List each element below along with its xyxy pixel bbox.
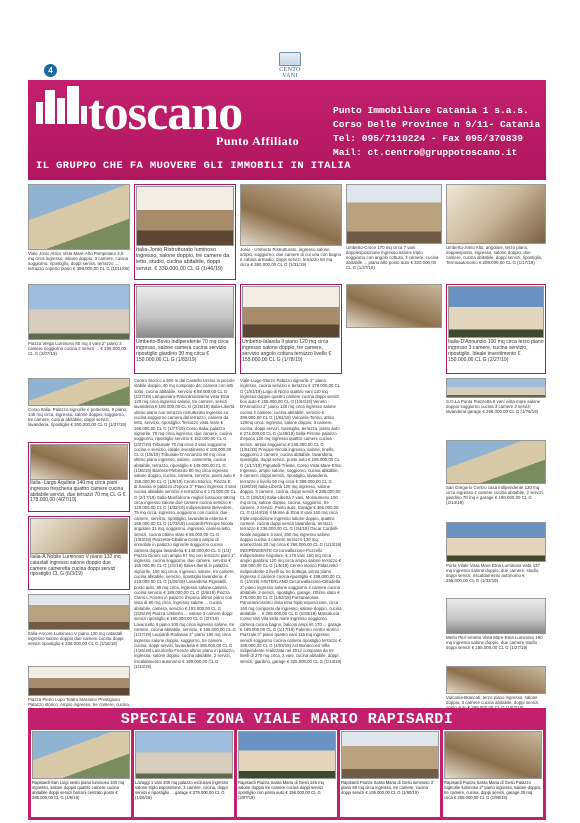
listing-text: Umberto-Croce 170 mq circa 7 vani doppiesposizione ingresso salone triplo soggiorno con angolo cottura, 3 camere, cucina abitabile ... piano alto posto auto € 320.000,00 CL G (1/47/19) xyxy=(346,245,439,271)
listing-photo xyxy=(28,666,130,696)
listing-photo xyxy=(446,378,546,398)
listing-photo xyxy=(28,184,130,250)
listing-text: Piazza Pietro Lupo Teatro Massimo Prestigioso Palazzo storico. Ampio ingresso, tre camere, cucina, xyxy=(28,697,130,708)
listing-photo xyxy=(32,731,130,779)
listings-text-column: Viale-Luigo-Sturzo Palazzo signorile 2° piano ingresso, cucina servizio e terrazzo € 178.000,00 CL G (1/81/19) Lago di Nicito quattro vani 110 mq ingresso doppio quattro camere cucina doppi servizi box auto € 155.000,00 CL G (1/64/19) Veneto - D'Annunzio 2° piano 130 mq circa ingresso salone cucina 2 camere, cucina abitabile, servizio € 286.000,00 CL G (1/62/19) Vulcania-Torino, attico 120mq circa, ingresso, salone doppio, 3 camere, cucina, doppi servizi, ripostiglio, terrazzo, posto auto € 274.000,00 CL G (1/49/19) Sella-Pirrone palazzo d'epoca 120 mq ingresso quattro camere cucina servizi, ampio soggiorno € 245.000,00 CL G (1/51/19) Principe-Nicola ingresso, salone, tinello, soggiorno 2 camere, cucina abitabile, lavanderia, ripostiglio, doppi servizi, posto auto € 195.000,00 CL G (1/17/19) Pignatelli-Trieste, Corso Vista Mare-Etna: Ingresso, ampio salone, soggiorno, cucina abitabile, 5 camere, doppi servizi, ripostiglio, lavanderia, terrazzo e livello 50 mq circa € 399.000,00 CL G (1/26/19) Italia-Libertà 120 mq ingresso, salone doppio, 3 camere, cucina, doppi servizi € 285.000,00 CL G (2/6/19) Italia-Libertà 7 vani, Monsumeno 100 mq circa, salone doppio, cucina, soggiorno, tre camere, 2 servizi, Posto auto, Garage € 365.000,00 CL G (1/44/19) Il Monte di Etna 8 vani 160 mq circa triple esposizione ingresso salone doppio, quattro camere, cucina doppi servizi lavanderia, terrazzi, terrazzo € 236.000,00 CL G (2/4/19) Oscar Cordelli-Noale angolare 3 vani, 200 mq ingresso salone doppio cucina 4 camere terrazzo 130 mq, ammezzato 20 mq circa € 268.000,00 CL G (1/13/19) INDIPENDENTE Circonvallazione-Pozzello Indipendente Angolare, € 170 vani 150 mq circa ampio giardino 120 mq circa ampio salone terrazzo € 185.000,00 CL G (1/5/19) Centro storico Palazzetto indipendente 2 livelli su tre bottega, primo piano ingresso 4 camere cucina ripostiglio € 199.000,00 CL G (1/2/19) HINTERLAND Circonvallazione-Cittadella 2° piano ingresso salone soggiorno 2 camere cucina abitabile, 2 servizi, ripostiglio, garage. Ottimo stato € 275.000,00 CL G (1/52/19) Fontanarossa. Panoramicissimo vista etna triple esposizione, circa 160 mq composto da ingresso, salone doppio, cucina abitabile ... € 285.000,00 CL G (1/83/19) Mascalucia Corso Vari Vila vista mare ingresso soggiorno camera cucina bagno, balconi ampi mt 170 ... garage € 189.000,00 CL G (1/17/19) Palermo centro storico Piazzale 3° piano quattro vani 115 mq ingresso servizi soggiorno cucina camera ripostiglio terrazzo € 158.000,00 CL G (4/03/19) Acl Bonaccorsi Villa indipendente realizzata nel 2012 composta da tre livelli di 270 mq circa, 2 vani, cucina abitabile, doppi servizi, giardino, garage € 325.000,00 CL G (1/13/19) xyxy=(240,378,342,664)
listing-photo xyxy=(136,286,234,338)
listing-text: Umberto-Bovio Indipendente 70 mq circa ingresso, salone camera cucina servizio ripostiglio giardino 30 mq circa € 150.000,00 CL G (1/83/19) xyxy=(136,339,229,363)
special-listing-card xyxy=(134,730,234,817)
listing-text: Jonio - Umberto Ristrutturato, ingresso salone ampio, soggiorno, due camere di cui una con bagno e cabina armadio, doppi servizi, terrazzo 50 mq circa € 360.000,00 CL G (1/31/19) xyxy=(240,247,342,268)
listing-card xyxy=(446,598,546,662)
listing-text: Italia-Ancore Luminoso V piano 130 mq catastali ingresso salone doppio due camere cucina doppi servizi ripostiglio € 236.000,00 CL G (1/16/19) xyxy=(28,631,124,647)
listing-photo xyxy=(346,284,442,328)
brand-affiliate: Punto Affiliato xyxy=(216,134,300,148)
listing-card xyxy=(28,594,130,662)
listing-card xyxy=(28,442,130,512)
special-listings-row xyxy=(31,730,543,817)
listing-card xyxy=(28,184,130,280)
agency-name: Punto Immobiliare Catania 1 s.a.s. xyxy=(333,105,529,116)
listing-text: Lavaggi 1 vani 200 mq palazzo esclusivo ingresso salone triplo esposizione, 3 camere, cucina, doppi servizi e ripostiglio ... garage € 279.000,00 CL G (1/26/19) xyxy=(135,780,229,800)
special-listing-card xyxy=(340,730,440,817)
listing-photo xyxy=(346,184,442,244)
listing-text: San Gregorio Centro casa indipendente 130 mq circa ingresso 4 camere cucina abitabile, 2 servizi, giardino 70 mq e garage € 190.000,00 CL G (2/13/19) xyxy=(446,485,544,506)
listing-card xyxy=(346,184,442,280)
listings-text-column-wide xyxy=(346,284,442,708)
listing-card xyxy=(134,284,236,374)
listing-photo xyxy=(446,522,546,562)
agency-email: Mail: ct.centro@gruppotoscano.it xyxy=(333,147,518,158)
listing-photo xyxy=(28,378,130,406)
listing-photo xyxy=(240,184,342,246)
listings-text-column: Centro Storico a 500 m dal Castello Ursino in piccolo stabile doppio, 40 mq composto da: camera con letti sotto, cucina abitabile, servizio € 88.000,00 CL G (2/27/19) Lampionaro-Panoramicissimo vista Etna 120 mq circa ingresso salone, tre camere, servizi lavanderia € 108.000,00 CL G (2/26/19) Italia-Libertà ultimo piano con terrazzo ristrutturato ingresso su cucina soggiorno camera dal terrazzo, camera da letto, servizio, ripostiglio. Terrazzo vista mare € 166.000,00 CL G (1/77/19) Corso Italia, palazzo signorile, 70 mq circa ingresso, due camere, cucina soggiorno, ripostiglio servizio € 152.000,00 CL G (2/27/19) Tribunale 70 mq circa 3 vani soggiorno cucina e servizio, ideale investimento € 108.000,00 CL G (1/6/19) Tribunale-D'Annunzio 90 mq circa ultimo piano ingresso, salone, cameretta, cucina abitabile, terrazzo, ripostiglio € 149.000,00 CL G (1/36/19) Barriera-Plebiscito 80 mq circa ingresso salone doppio, cucina, camera, servizio, posto auto € 159.000,00 CL G (1/6/19) Centro Storico, Piazza E. di Savoia in palazzo d'epoca 3° Piano ingresso 3 vani cucina abitabile servizio e terrazzino € 173.000,00 CL G (2/17/19) Sallo-Monfalcone miglior lussuoso 98 mq circa ingresso salone due camere cucina servizio € 129.000,00 CL G (1/32/19) Indipendente Belvedere, 75 mq circa, ingresso, soggiorno con cucina, due camere, servizio, ripostiglio, lavanderia esterna € 165.000,00 CL G (1/73/19) Leopardi-Principe Nicola angolare 31 mq, soggiorno, ingresso, camera letto, servizi, cucina ottimo stato € 65.000,00 CL G (1/53/19) Piazzetta-Cibalina Centro ampio di immobile in palazzo signorile soggiorno cucina camera doppia lavanderia € 148.000,00 CL G (1/3) Piazza Gioeni con ampio 67 mq con terrazzo piani 1° ingresso, cucina soggiorno, due camere, servizio € 155.000,00 CL G (2/1/19) Italia-Libertà in palazzo signorile, 100 mq circa, ingresso, salone, tre camere, cucina abitabile, servizio, ripostiglio lavanderia, € 210.000,00 CL G (1/16/19) Lavanderia Pignatelli, posto auto, 55 mq circa, ingresso salone camera, cucina servizio € 189.000,00 CL G (2/6/19) Piazza Ciano.L'Ariosto in palazzo d'epoca ultimo piano con vista di 90 mq circa, ingresso salone ... cucina abitabile, camera, servizio € 193.000,00 CL G (2/26/19) Piazza Umberto ... salone 3 camere doppi servizi ripostiglio € 190.000,00 CL G (2/7/19) Lavuricello II piano 100 mq circa ingresso salone, tre camere, cucina abitabile, servizio. € 185.000,00 CL G (1/17/19) Leopardi-Rodanao 3° piano 180 mq circa ingresso salone doppio, soggiorno, tre camere, cucina, doppi servizi, lavanderia € 369.000,00 CL G (1/26/19) Lavuricello-Firenze ultimo piano in palazzo, ingresso, salone doppio, cucina abitabile, 2 servizi, riscaldamento autonomo € 199.000,00 CL G (1/13/19) xyxy=(134,378,236,670)
listing-photo xyxy=(242,286,340,338)
publication-logo-icon xyxy=(279,52,301,66)
advert-header xyxy=(28,80,546,180)
listing-text: Rapisardi Piazza Santa Maria di Gesù Palazzo Signorile luminoso 2° piano ingresso, salone doppio, tre camere, cucina, doppi servizi, garage 25 mq circa € 259.000,00 CL G (1/98/19) xyxy=(444,780,542,800)
brand-name: toscano xyxy=(88,84,243,140)
listing-photo xyxy=(135,731,233,779)
listing-photo xyxy=(30,518,128,554)
special-listing-card xyxy=(443,730,543,817)
listing-text: Viale Jonio Attico Vista Mare-Alto Pompeiano 3,5 mq circa ingresso, salone doppio, 3 camere, cucina soggiorno, ripostiglio, doppi servizi, terrazzo ...; terrazzo coperto piano € 398.000,00 CL G (1011/06) xyxy=(28,251,130,272)
listing-text: Italia-D'Annunzio 100 mq circa terzo piano ingresso 3 camere, cucina servizio, ripostiglio. Ideale investimento € 150.000,00 CL G (2/27/19) xyxy=(448,339,544,363)
listing-photo xyxy=(30,444,128,480)
listing-card xyxy=(28,284,130,374)
houses-icon xyxy=(36,86,87,124)
listing-photo xyxy=(28,594,130,630)
listing-card xyxy=(446,284,546,374)
listing-photo xyxy=(446,666,546,694)
publication-name: CENTO VANI xyxy=(279,67,301,79)
listing-photo xyxy=(28,284,130,340)
listing-card xyxy=(240,184,342,280)
listing-text: S.G.La Punta Piazzetta 6 vani vista mare salone doppio soggiorno cucina 3 camere 2 servizi lavanderia garage € 268.000,00 CL G (1/76/19) xyxy=(446,399,541,415)
listing-photo xyxy=(341,731,439,779)
listing-card xyxy=(446,440,546,518)
brand-logo xyxy=(36,86,336,166)
listing-text: Porta Vitale Vista Mare Etna Luminoso vista 137 mq ingresso salone doppio, due camere, studio, doppi servizi, riscaldamento autonomo € 255.000,00 CL G (1/32/19) xyxy=(446,563,541,584)
listing-text: Corso Italia. Palazzo signorile e portierato, 9 piano, 145 mq circa, ingresso, salone doppio, soggiorno, tre camere, cucina abitabile, doppi servizi, lavanderia, ripostiglio € 300.000,00 CL G (1/37/19) xyxy=(28,407,128,428)
listing-card xyxy=(240,284,342,374)
listing-text: Piazza Verga Luminoso 60 mq 4 vani 2° piano 3 camere soggiorno cucina 2 servizi ... € 235.000,00 CL G (2/07/19) xyxy=(28,341,127,357)
listing-text: Umberto-Ialanda Il piano 120 mq circa ingresso salone doppio, tre camere, servizio angolo cottura terrazzo livello € 155.000,00 CL G (1/78/19) xyxy=(242,339,332,363)
special-listing-card xyxy=(31,730,131,817)
publication-logo xyxy=(272,52,308,79)
listing-text: Italia-Jonio Ristrutturato luminoso ingresso, salone doppio, tre camere da letto, studio, cucina abitabile, doppi servizi. € 330.000,00 CL G (1/46/19) xyxy=(136,247,230,272)
listing-text: Umberto-Jonio Alto, angolare, terzo piano, doppiesposto, ingresso, salone doppio, due camere, cucina abitabile, doppi servizi, ripostiglio, Termoautonomo € 208.000,00 CL G (1/17/19) xyxy=(446,245,543,266)
agency-phone: Tel: 095/7110224 - Fax 095/370839 xyxy=(333,133,523,144)
agency-contacts xyxy=(333,104,540,160)
listing-card xyxy=(28,378,130,438)
special-listing-card xyxy=(237,730,337,817)
listing-photo xyxy=(136,186,234,246)
listing-photo xyxy=(446,598,546,634)
listing-photo xyxy=(448,286,544,338)
page-number-badge: 4 xyxy=(44,64,57,77)
listing-photo xyxy=(446,184,546,244)
special-section xyxy=(28,708,546,820)
listing-card xyxy=(134,184,236,280)
listing-card xyxy=(28,516,130,590)
listing-photo xyxy=(446,440,546,484)
listing-text: Rapisardi-San Luigi sesto piano luminoso 100 mq ingresso, salone doppio quattro camere cucina abitabile doppi servizi balconi centrato posto € 285.000,00 CL G (1/6/19) xyxy=(32,780,125,800)
listing-card xyxy=(446,378,546,436)
agency-address: Corso Delle Province n 9/11- Catania xyxy=(333,119,541,130)
listing-text: Vulcania-Brancati, terzo piano ingresso, salone doppio, 3 camere cucina abitabile, doppi servizi, xyxy=(446,695,540,706)
listing-card xyxy=(446,184,546,280)
listing-text: Italia -Largo Aquileia 140 mq circa piani ingresso frescheria quattro camere cucina abitabile servizi, due terrazzi 70 mq CL G € 178.000,00 (4/27/19) xyxy=(30,480,126,504)
listing-text: Italia-A.Nobile Luminoso V piano 132 mq catastali ingresso salone doppio due camere cameretta cucina doppi servizi ripostiglio CL G (6/3/19) xyxy=(30,554,121,578)
listing-photo xyxy=(238,731,336,779)
advert-page xyxy=(28,80,546,822)
listing-text: Rapisardi Piazza Santa Maria di Gesù 145 mq salone doppio tre camere cucina doppi servizi ripostiglio con posto auto € 196.000,00 CL G (2/07/19) xyxy=(238,780,324,800)
special-section-title: SPECIALE ZONA VIALE MARIO RAPISARDI xyxy=(120,711,454,728)
listing-photo xyxy=(444,731,542,779)
listing-text: Merlo Peri-Veneto Vista Mare-Etna Luminoso 190 mq ingresso salone doppio, due camere studio doppi servizi € 185.000,00 CL G (1/27/19) xyxy=(446,635,543,651)
listing-text: Rapisardi Piazza Santa Maria di Gesù luminoso 2° piano 60 mq circa ingresso, tre camere, cucina doppi servizi € 105.000,00 CL G (1/60/19) xyxy=(341,780,435,795)
listing-card xyxy=(446,522,546,594)
brand-slogan: IL GRUPPO CHE FA MUOVERE GLI IMMOBILI IN ITALIA xyxy=(36,160,351,172)
